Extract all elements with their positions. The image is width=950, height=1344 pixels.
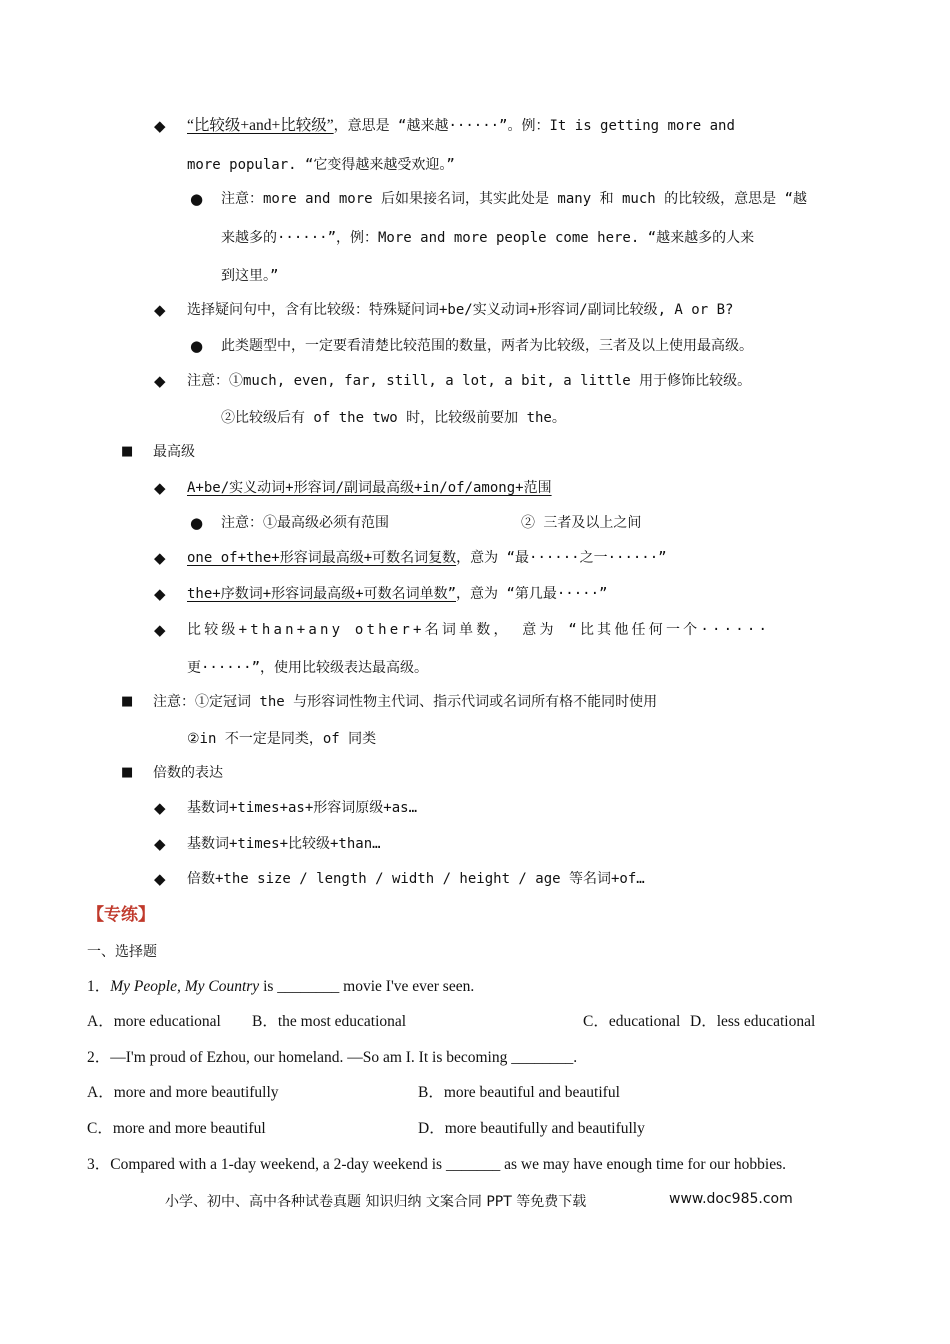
term-underlined: the+序数词+形容词最高级+可数名词单数” bbox=[187, 586, 457, 602]
diamond-bullet-icon: ◆ bbox=[154, 835, 166, 853]
q2-option-b[interactable]: B．more beautiful and beautiful bbox=[418, 1084, 620, 1101]
bullet-choice-question: 选择疑问句中，含有比较级：特殊疑问词+be/实义动词+形容词/副词比较级, A or B? bbox=[187, 302, 734, 318]
note-text-line2: 来越多的······”，例：More and more people come here. “越来越多的人来 bbox=[221, 230, 755, 246]
question-number: 1． bbox=[87, 978, 111, 995]
q2-option-a[interactable]: A．more and more beautifully bbox=[87, 1084, 279, 1101]
bullet-text: ，意为 “最······之一······” bbox=[456, 550, 667, 566]
q1-option-b[interactable]: B．the most educational bbox=[252, 1013, 407, 1030]
bullet-modifiers: 注意：①much, even, far, still, a lot, a bit, a little 用于修饰比较级。 bbox=[187, 373, 752, 389]
note-article: 注意：①定冠词 the 与形容词性物主代词、指示代词或名词所有格不能同时使用 bbox=[153, 694, 658, 710]
dot-bullet-icon: ● bbox=[190, 190, 204, 208]
footer-url[interactable]: www.doc985.com bbox=[669, 1191, 793, 1207]
term-underlined: one of+the+形容词最高级+可数名词复数 bbox=[187, 550, 457, 566]
diamond-bullet-icon: ◆ bbox=[154, 585, 166, 603]
question-2: 2．—I'm proud of Ezhou, our homeland. —So am I. It is becoming ________. bbox=[87, 1049, 578, 1066]
note-superlative-b: ② 三者及以上之间 bbox=[521, 515, 642, 531]
bullet-multiples-than: 基数词+times+比较级+than… bbox=[187, 836, 381, 852]
bullet-superlative-structure: A+be/实义动词+形容词/副词最高级+in/of/among+范围 bbox=[187, 480, 552, 496]
question-3: 3．Compared with a 1-day weekend, a 2-day weekend is _______ as we may have enough time for our hobbies. bbox=[87, 1156, 787, 1173]
bullet-multiples-as: 基数词+times+as+形容词原级+as… bbox=[187, 800, 418, 816]
diamond-bullet-icon: ◆ bbox=[154, 870, 166, 888]
bullet-ordinal bbox=[187, 584, 607, 604]
diamond-bullet-icon: ◆ bbox=[154, 301, 166, 319]
bullet-than-any: 比较级+than+any other+名词单数， 意为 “比其他任何一个······ bbox=[187, 622, 771, 638]
question-text: is ________ movie I've ever seen. bbox=[259, 978, 475, 995]
note-superlative-a: 注意：①最高级必须有范围 bbox=[221, 515, 389, 531]
diamond-bullet-icon: ◆ bbox=[154, 372, 166, 390]
square-bullet-icon: ■ bbox=[121, 694, 134, 709]
term-underlined: “比较级+and+比较级” bbox=[187, 117, 334, 134]
q2-option-d[interactable]: D．more beautifully and beautifully bbox=[418, 1120, 645, 1137]
q1-option-c[interactable]: C．educational bbox=[583, 1013, 681, 1030]
square-bullet-icon: ■ bbox=[121, 765, 134, 780]
note-choice-question: 此类题型中，一定要看清楚比较范围的数量，两者为比较级，三者及以上使用最高级。 bbox=[221, 338, 753, 354]
bullet-text: ，意为 “第几最·····” bbox=[456, 586, 608, 602]
diamond-bullet-icon: ◆ bbox=[154, 117, 166, 135]
diamond-bullet-icon: ◆ bbox=[154, 799, 166, 817]
dot-bullet-icon: ● bbox=[190, 337, 204, 355]
note-text-line1: 注意：more and more 后如果接名词，其实此处是 many 和 much 的比较级，意思是 “越 bbox=[221, 191, 808, 207]
bullet-than-any-line2: 更······”，使用比较级表达最高级。 bbox=[187, 660, 429, 676]
movie-title: My People, My Country bbox=[110, 978, 260, 995]
diamond-bullet-icon: ◆ bbox=[154, 479, 166, 497]
bullet-one-of bbox=[187, 548, 667, 568]
square-bullet-icon: ■ bbox=[121, 444, 134, 459]
bullet-modifiers-line2: ②比较级后有 of the two 时，比较级前要加 the。 bbox=[221, 410, 566, 426]
heading-multiples: 倍数的表达 bbox=[153, 765, 223, 781]
note-text-line3: 到这里。” bbox=[221, 268, 279, 284]
q2-option-c[interactable]: C．more and more beautiful bbox=[87, 1120, 266, 1137]
dot-bullet-icon: ● bbox=[190, 514, 204, 532]
bullet-comparative-structure bbox=[187, 116, 735, 136]
bullet-text-line2: more popular. “它变得越来越受欢迎。” bbox=[187, 157, 455, 173]
note-in-of: ②in 不一定是同类，of 同类 bbox=[187, 731, 377, 747]
section-heading: 一、选择题 bbox=[87, 944, 157, 960]
practice-title: 【专练】 bbox=[87, 905, 155, 924]
bullet-multiples-of: 倍数+the size / length / width / height / age 等名词+of… bbox=[187, 871, 645, 887]
q1-option-a[interactable]: A．more educational bbox=[87, 1013, 221, 1030]
question-1 bbox=[87, 977, 474, 997]
footer-text: 小学、初中、高中各种试卷真题 知识归纳 文案合同 PPT 等免费下载 bbox=[165, 1194, 587, 1210]
bullet-text: ，意思是 “越来越······”。例：It is getting more and bbox=[333, 118, 735, 134]
diamond-bullet-icon: ◆ bbox=[154, 549, 166, 567]
q1-option-d[interactable]: D．less educational bbox=[690, 1013, 816, 1030]
diamond-bullet-icon: ◆ bbox=[154, 621, 166, 639]
heading-superlative: 最高级 bbox=[153, 444, 195, 460]
